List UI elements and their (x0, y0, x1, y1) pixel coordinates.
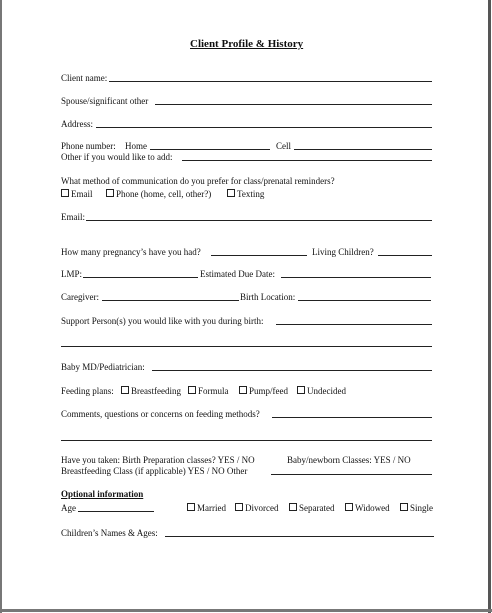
page-border-left (0, 0, 2, 613)
support-person-label: Support Person(s) you would like with you during birth: (61, 316, 264, 326)
checkbox-icon[interactable] (297, 386, 305, 394)
reminder-text-option[interactable]: Texting (227, 189, 264, 200)
support-person-field[interactable] (276, 324, 432, 325)
children-names-label: Children’s Names & Ages: (61, 528, 158, 538)
checkbox-icon[interactable] (227, 189, 235, 197)
checkbox-icon[interactable] (400, 503, 408, 511)
pregnancies-field[interactable] (211, 255, 307, 256)
classes-breastfeeding: Breastfeeding Class (if applicable) YES / NO Other (61, 466, 248, 476)
birth-location-label: Birth Location: (240, 292, 296, 302)
email-field[interactable] (86, 220, 432, 221)
email-label: Email: (61, 212, 85, 222)
feeding-undecided-option[interactable]: Undecided (297, 386, 346, 397)
feeding-comments-field[interactable] (272, 417, 432, 418)
status-separated-option[interactable]: Separated (289, 503, 334, 514)
checkbox-icon[interactable] (106, 189, 114, 197)
lmp-field[interactable] (83, 277, 198, 278)
children-names-field[interactable] (165, 536, 434, 537)
checkbox-icon[interactable] (121, 386, 129, 394)
age-label: Age (61, 503, 76, 513)
caregiver-label: Caregiver: (61, 292, 99, 302)
checkbox-icon[interactable] (289, 503, 297, 511)
pregnancies-label: How many pregnancy’s have you had? (61, 247, 201, 257)
address-label: Address: (61, 119, 93, 129)
status-single-option[interactable]: Single (400, 503, 433, 514)
status-divorced-option[interactable]: Divorced (235, 503, 279, 514)
phone-home-field[interactable] (150, 149, 270, 150)
reminder-phone-option[interactable]: Phone (home, cell, other?) (106, 189, 211, 200)
due-date-field[interactable] (281, 277, 431, 278)
checkbox-icon[interactable] (188, 386, 196, 394)
checkbox-icon[interactable] (239, 386, 247, 394)
status-widowed-option[interactable]: Widowed (345, 503, 390, 514)
baby-md-label: Baby MD/Pediatrician: (61, 362, 145, 372)
client-name-field[interactable] (109, 81, 432, 82)
spouse-field[interactable] (155, 104, 432, 105)
reminder-email-option[interactable]: Email (61, 189, 93, 200)
phone-label: Phone number: (61, 141, 116, 151)
other-add-field[interactable] (182, 160, 432, 161)
caregiver-field[interactable] (102, 300, 239, 301)
page-border-bottom (0, 609, 492, 612)
classes-other-field[interactable] (271, 474, 432, 475)
checkbox-icon[interactable] (61, 189, 69, 197)
support-person-field-extra[interactable] (61, 346, 432, 347)
spouse-label: Spouse/significant other (61, 96, 149, 106)
phone-home-label: Home (125, 141, 147, 151)
lmp-label: LMP: (61, 269, 83, 279)
classes-birth-prep: Have you taken: Birth Preparation classes? YES / NO (61, 455, 255, 465)
baby-md-field[interactable] (152, 370, 432, 371)
checkbox-icon[interactable] (187, 503, 195, 511)
checkbox-icon[interactable] (235, 503, 243, 511)
feeding-comments-field-extra[interactable] (61, 440, 432, 441)
form-title: Client Profile & History (190, 38, 304, 50)
status-married-option[interactable]: Married (187, 503, 226, 514)
classes-newborn: Baby/newborn Classes: YES / NO (287, 455, 411, 465)
living-children-field[interactable] (378, 255, 432, 256)
due-date-label: Estimated Due Date: (200, 269, 275, 279)
phone-cell-label: Cell (276, 141, 291, 151)
feeding-comments-label: Comments, questions or concerns on feeding methods? (61, 409, 260, 419)
birth-location-field[interactable] (298, 300, 431, 301)
feeding-label: Feeding plans: (61, 386, 114, 396)
client-name-label: Client name: (61, 73, 108, 83)
feeding-formula-option[interactable]: Formula (188, 386, 229, 397)
page-border-right (488, 0, 491, 613)
reminder-question: What method of communication do you prefer for class/prenatal reminders? (61, 176, 335, 186)
checkbox-icon[interactable] (345, 503, 353, 511)
age-field[interactable] (78, 511, 154, 512)
optional-heading: Optional information (61, 489, 144, 499)
address-field[interactable] (96, 127, 432, 128)
phone-cell-field[interactable] (294, 149, 432, 150)
other-add-label: Other if you would like to add: (61, 152, 173, 162)
feeding-pump-option[interactable]: Pump/feed (239, 386, 288, 397)
feeding-breast-option[interactable]: Breastfeeding (121, 386, 181, 397)
living-children-label: Living Children? (312, 247, 374, 257)
